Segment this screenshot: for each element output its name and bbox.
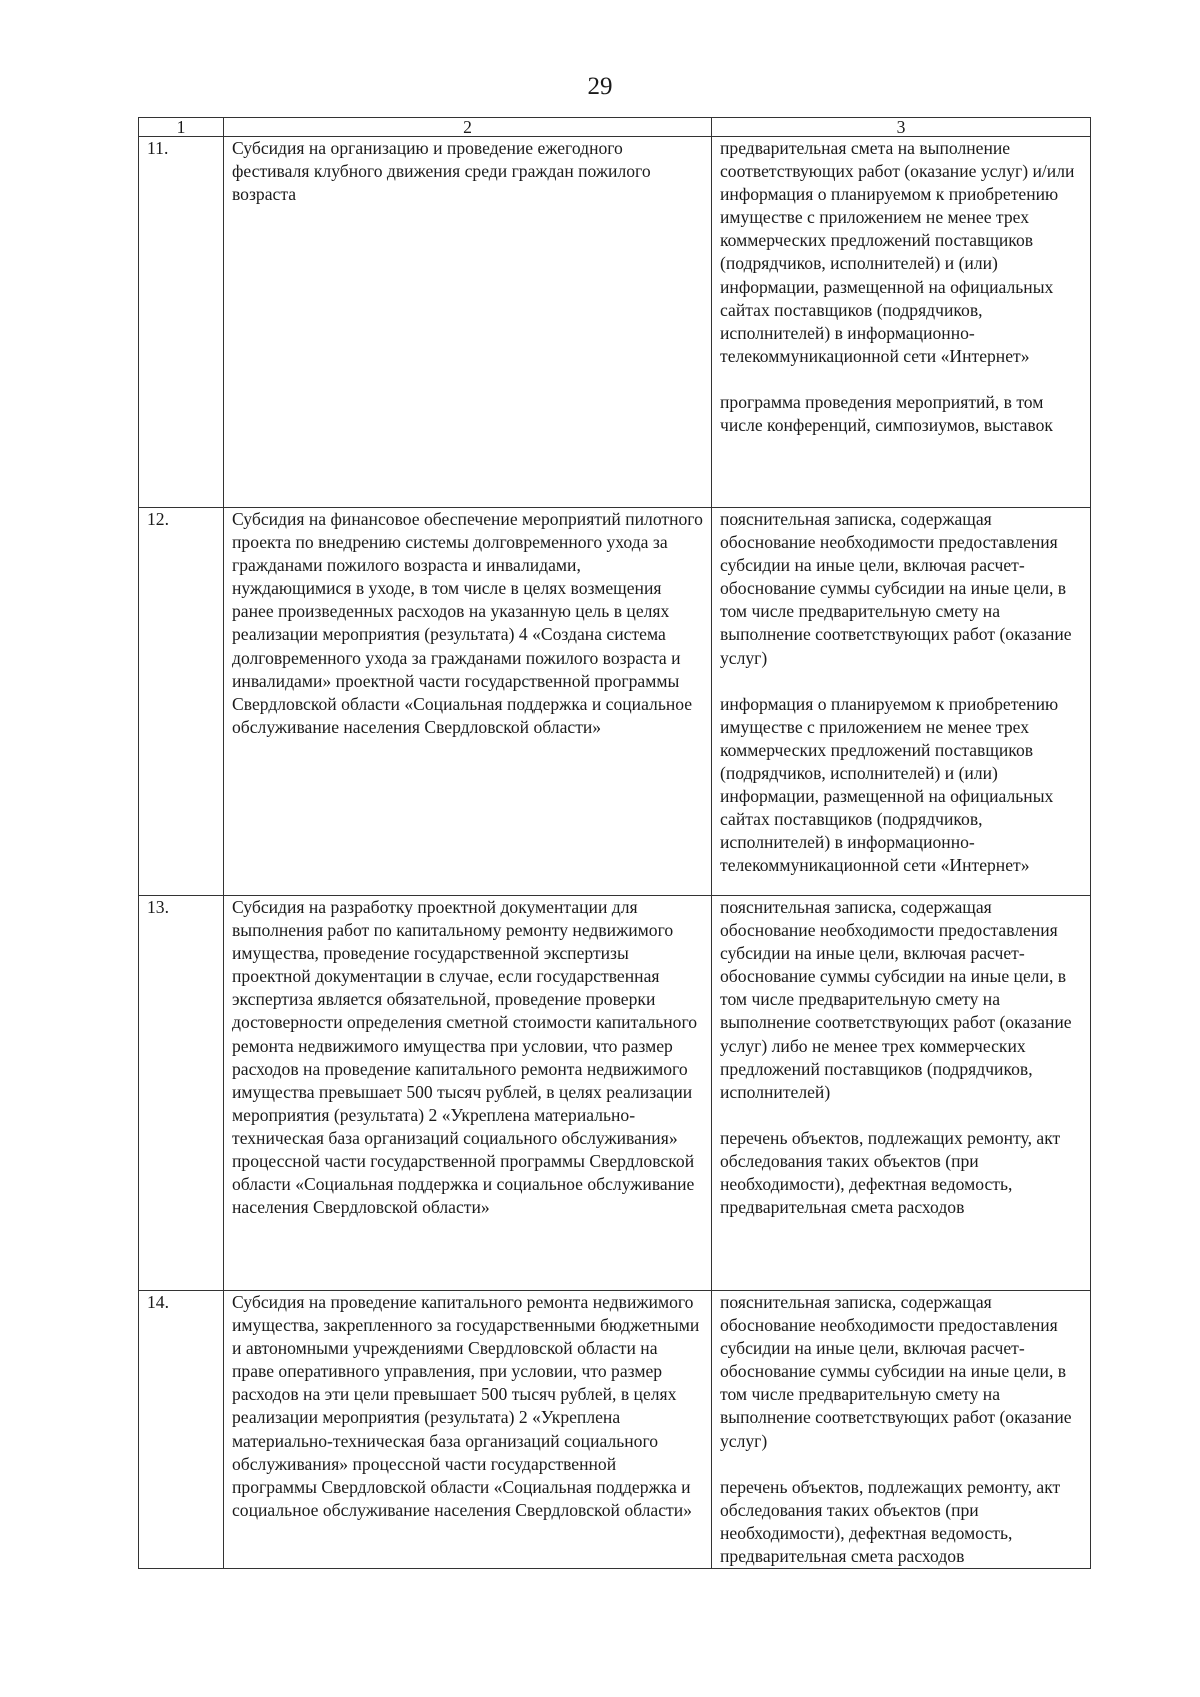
required-documents [712,1291,1091,1569]
subsidy-description: Субсидия на финансовое обеспечение мероприятий пилотного проекта по внедрению системы долговременного ухода за гражданами пожилого возраста и инвалидами, нуждающимися в уходе, в том числе в целях возмещения ранее произведенных расходов на указанную цель в целях реализации мероприятия (результата) 4 «Создана система долговременного ухода за гражданами пожилого возраста и инвалидами» проектной части государственной программы Свердловской области «Социальная поддержка и социальное обслуживание населения Свердловской области» [224,508,712,896]
document-item: программа проведения мероприятий, в том числе конференций, симпозиумов, выставок [720,391,1053,436]
required-documents [712,508,1091,896]
page-number: 29 [587,73,613,100]
table-row [139,137,1091,508]
header-col-3: 3 [712,118,1091,137]
table-row [139,508,1091,896]
row-number: 13. [139,896,224,1291]
row-number: 14. [139,1291,224,1569]
required-documents [712,137,1091,508]
required-documents [712,896,1091,1291]
header-col-1: 1 [139,118,224,137]
subsidy-description: Субсидия на разработку проектной документации для выполнения работ по капитальному ремонту недвижимого имущества, проведение государственной экспертизы проектной документации в случае, если государственная экспертиза является обязательной, проведение проверки достоверности определения сметной стоимости капитального ремонта недвижимого имущества при условии, что размер расходов на проведение капитального ремонта недвижимого имущества превышает 500 тысяч рублей, в целях реализации мероприятия (результата) 2 «Укреплена материально-техническая база организаций социального обслуживания» процессной части государственной программы Свердловской области «Социальная поддержка и социальное обслуживание населения Свердловской области» [224,896,712,1291]
row-number: 11. [139,137,224,508]
document-item: предварительная смета на выполнение соответствующих работ (оказание услуг) и/или информация о планируемом к приобретению имуществе с приложением не менее трех коммерческих предложений поставщиков (подрядчиков, исполнителей) и (или) информации, размещенной на официальных сайтах поставщиков (подрядчиков, исполнителей) в информационно-телекоммуникационной сети «Интернет» [720,138,1075,366]
subsidy-description: Субсидия на проведение капитального ремонта недвижимого имущества, закрепленного за государственными бюджетными и автономными учреждениями Свердловской области на праве оперативного управления, при условии, что размер расходов на эти цели превышает 500 тысяч рублей, в целях реализации мероприятия (результата) 2 «Укреплена материально-техническая база организаций социального обслуживания» процессной части государственной программы Свердловской области «Социальная поддержка и социальное обслуживание населения Свердловской области» [224,1291,712,1569]
document-item: перечень объектов, подлежащих ремонту, акт обследования таких объектов (при необходимости), дефектная ведомость, предварительная смета расходов [720,1127,1061,1218]
table-row [139,1291,1091,1569]
document-item: пояснительная записка, содержащая обоснование необходимости предоставления субсидии на иные цели, включая расчет-обоснование суммы субсидии на иные цели, в том числе предварительную смету на выполнение соответствующих работ (оказание услуг) [720,509,1072,668]
document-item: информация о планируемом к приобретению имуществе с приложением не менее трех коммерческих предложений поставщиков (подрядчиков, исполнителей) и (или) информации, размещенной на официальных сайтах поставщиков (подрядчиков, исполнителей) в информационно-телекоммуникационной сети «Интернет» [720,693,1059,876]
subsidy-description: Субсидия на организацию и проведение ежегодного фестиваля клубного движения среди граждан пожилого возраста [224,137,712,508]
header-col-2: 2 [224,118,712,137]
document-item: перечень объектов, подлежащих ремонту, акт обследования таких объектов (при необходимости), дефектная ведомость, предварительная смета расходов [720,1476,1061,1566]
row-number: 12. [139,508,224,896]
table-row [139,896,1091,1291]
document-item: пояснительная записка, содержащая обоснование необходимости предоставления субсидии на иные цели, включая расчет-обоснование суммы субсидии на иные цели, в том числе предварительную смету на выполнение соответствующих работ (оказание услуг) либо не менее трех коммерческих предложений поставщиков (подрядчиков, исполнителей) [720,897,1072,1102]
subsidy-documents-table [138,117,1091,1569]
table-header-row [139,118,1091,137]
document-item: пояснительная записка, содержащая обоснование необходимости предоставления субсидии на иные цели, включая расчет-обоснование суммы субсидии на иные цели, в том числе предварительную смету на выполнение соответствующих работ (оказание услуг) [720,1292,1072,1451]
